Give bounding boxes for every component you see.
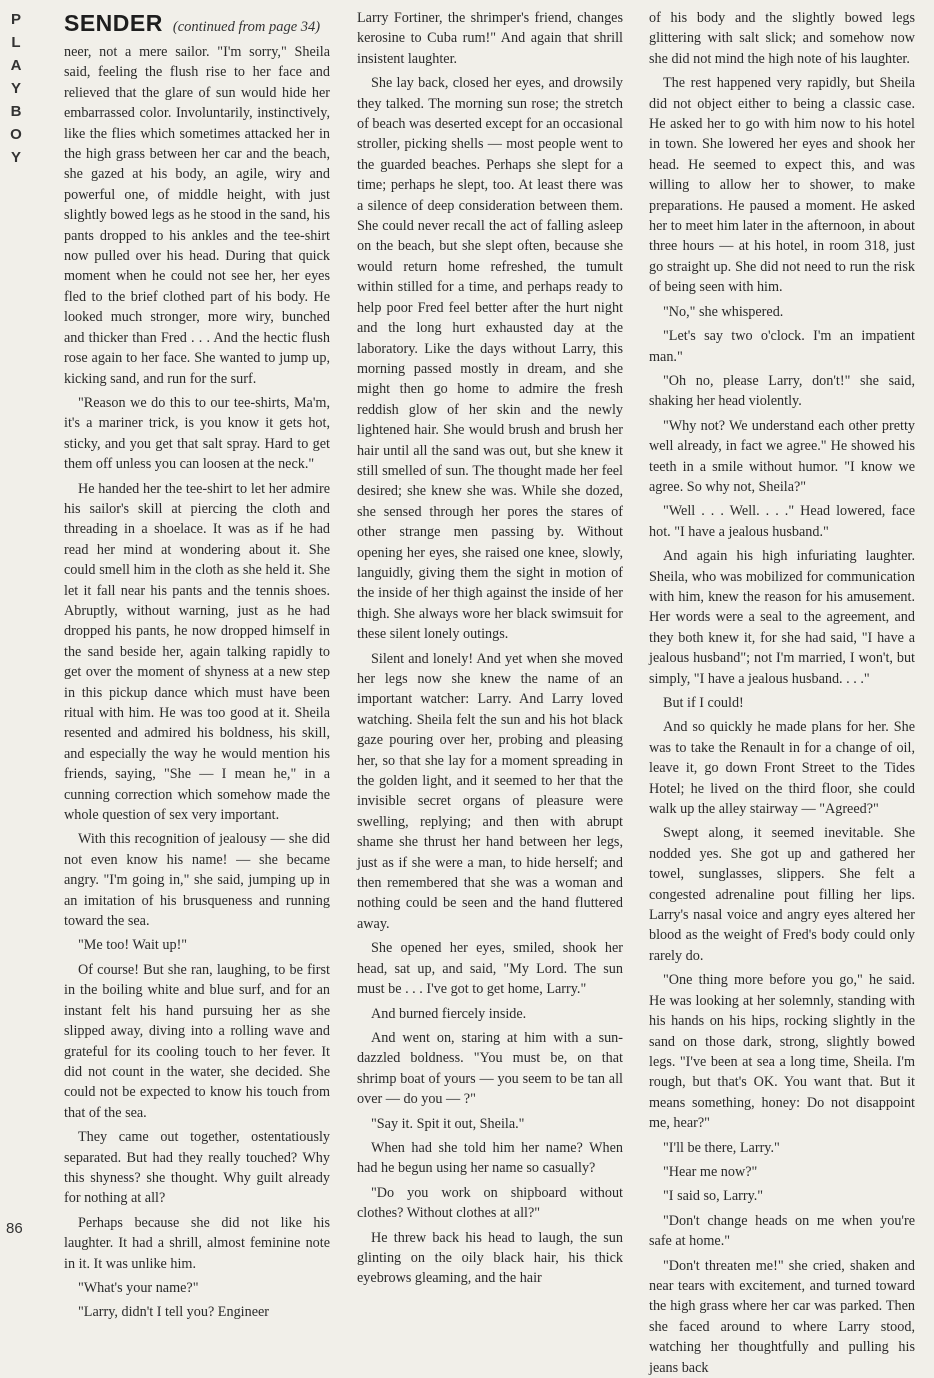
paragraph: "Well . . . Well. . . ." Head lowered, face hot. "I have a jealous husband." xyxy=(649,503,915,540)
article-header xyxy=(64,10,320,40)
paragraph: "I said so, Larry." xyxy=(663,1188,764,1205)
paragraph: He handed her the tee-shirt to let her admire his sailor's skill at piercing the cloth and threading in a shoelace. It was as if he had read her mind at wondering about it. She could smell him in the cloth as she held it. She let it fall near his pants and the tennis shoes. Abruptly, without warning, just as he had dropped his pants, he now dropped himself in the sand beside her, again talking rapidly to get over the moment of shyness at a new step in this pickup dance which must have been ritual with him. He was too good at it. Sheila resented and admired his boldness, his skill, and especially the way he would mention his friends, saying, "She — I mean he," in a cunning correction which somehow made the whole question of sex very important. xyxy=(64,480,330,824)
paragraph: She opened her eyes, smiled, shook her head, sat up, and said, "My Lord. The sun must be . . . I've got to get home, Larry." xyxy=(357,940,623,998)
paragraph: "Me too! Wait up!" xyxy=(78,937,188,954)
masthead-letter: Y xyxy=(10,80,21,97)
paragraph: And so quickly he made plans for her. She was to take the Renault in for a change of oil, leave it, go down Front Street to the Tides Hotel; he lived on the third floor, she could walk up the alley stairway — "Agreed?" xyxy=(649,719,915,818)
article-title: SENDER xyxy=(64,10,163,36)
paragraph: But if I could! xyxy=(663,695,744,711)
paragraph: "Say it. Spit it out, Sheila." xyxy=(371,1115,525,1132)
paragraph: "One thing more before you go," he said. He was looking at her solemnly, standing with his hands on his hips, rocking slightly in the sand on those dark, strong, slightly bowed legs. "I've been at sea a long time, Sheila. I'm rough, but that's OK. You want that. But it means something, honey: Do not disappoint me, hear?" xyxy=(649,972,915,1132)
paragraph: She lay back, closed her eyes, and drowsily they talked. The morning sun rose; the stretch of beach was deserted except for an occasional stroller, picking shells — most people went to the guarded beaches. Perhaps she slept for a time; perhaps he slept, too. At least there was a silence of deep consideration between them. She could never recall the act of falling asleep on the beach, but she slept often, because she would return home refreshed, the tumult within stilled for a time, and perhaps ready to help poor Fred feel better after the hurt night and the long hurt exhausted day at the laboratory. Like the days without Larry, this morning passed mostly in dream, and she might then go home to admire the fresh reddish glow of her skin and the newly lightened hair. She would brush and brush her hair until all the sand was out, but she knew it still smelled of sun. The thought made her feel desired; she knew she was. While she dozed, she sensed through her pores the stares of other strange men passing by. Without opening her eyes, she raised one knee, slowly, languidly, giving them the sight in motion of the inside of her thigh against the inside of her thigh. She always wore her black swimsuit for these silent lonely outings. xyxy=(357,75,623,643)
paragraph: "Reason we do this to our tee-shirts, Ma'm, it's a mariner trick, is you know it gets hot, sticky, and you get that salt spray. Hard to get them off unless you can loosen at the neck." xyxy=(64,394,330,473)
paragraph: neer, not a mere sailor. "I'm sorry," Sheila said, feeling the flush rise to her face and relieved that the glare of sun would hide her embarrassed color. Involuntarily, instinctively, like the flies which sometimes attacked her in the high grass between her car and the beach, she gazed at his body, an agile, wiry and powerful one, of middle height, with just slightly bowed legs as he stood in the sand, his pants dropped to his ankles and the tee-shirt now pulled over his head. During that quick moment when he could not see her, her eyes fled to the brief clothed part of his body. He looked much stronger, more wiry, bunched and thicker than Fred . . . And the hectic flush rose again to her face. She wanted to jump up, kicking sand, and run for the surf. xyxy=(64,44,330,387)
masthead-letter: O xyxy=(10,126,22,143)
paragraph: "Larry, didn't I tell you? Engineer xyxy=(78,1304,270,1321)
text-column-1 xyxy=(64,42,330,1321)
masthead-letter: Y xyxy=(10,149,21,166)
paragraph: "Hear me now?" xyxy=(663,1163,758,1180)
paragraph: "No," she whispered. xyxy=(663,303,784,320)
paragraph: Silent and lonely! And yet when she moved her legs now she knew the name of an important watcher: Larry. And Larry loved watching. Sheila felt the sun and his hot black gaze pouring over her, probing and pleasing her, so that she lay for a moment spreading in the golden light, and it seemed to her that the invisible secret organs of pleasure were swelling, replying; and then with abrupt shame she thrust her hand between her legs, just as if she were a man, to hide herself; and then remembered that she was a woman and nothing could be seen and the hand fluttered away. xyxy=(357,650,623,932)
masthead-letter: A xyxy=(10,57,22,74)
paragraph: "Don't change heads on me when you're safe at home." xyxy=(649,1212,915,1250)
paragraph: Larry Fortiner, the shrimper's friend, changes kerosine to Cuba rum!" And again that shrill insistent laughter. xyxy=(357,10,623,67)
paragraph: "Do you work on shipboard without clothes? Without clothes at all?" xyxy=(357,1184,623,1222)
paragraph: "What's your name?" xyxy=(78,1279,199,1296)
masthead-letter: L xyxy=(11,34,21,51)
paragraph: "I'll be there, Larry." xyxy=(663,1139,780,1156)
paragraph: And went on, staring at him with a sun-dazzled boldness. "You must be, on that shrimp boat of yours — you seem to be tan all over — do you — ?" xyxy=(357,1029,623,1108)
page-number: 86 xyxy=(6,1220,23,1237)
continued-note: (continued from page 34) xyxy=(172,19,321,35)
masthead-letter: P xyxy=(10,11,21,28)
paragraph: And burned fiercely inside. xyxy=(371,1005,527,1022)
paragraph: They came out together, ostentatiously separated. But had they really touched? Why this shyness? she thought. Why guilt already for nothing at all? xyxy=(64,1129,330,1207)
paragraph: Of course! But she ran, laughing, to be first in the boiling white and blue surf, and for an instant felt his hand pursuing her as she slipped away, diving into a rolling wave and grateful for its cooling touch to her fever. It did not count in the water, she decided. She could not be expected to know his touch from that of the sea. xyxy=(64,961,330,1121)
paragraph: Perhaps because she did not like his laughter. It had a shrill, almost feminine note in it. It was unlike him. xyxy=(64,1214,330,1272)
paragraph: "Why not? We understand each other pretty well already, in fact we agree." He showed his teeth in a smile without humor. "I know we agree. So why not, Sheila?" xyxy=(649,417,915,495)
paragraph: of his body and the slightly bowed legs glittering with salt slick; and somehow now she did not mind the high note of his laughter. xyxy=(649,10,915,67)
text-column-3 xyxy=(649,8,915,1376)
paragraph: When had she told him her name? When had he begun using her name so casually? xyxy=(357,1139,623,1177)
paragraph: "Don't threaten me!" she cried, shaken and near tears with excitement, and turned toward the high grass where her car was parked. Then she faced around to where Larry stood, watching her thoughtfully and pulling his jeans back xyxy=(649,1257,915,1376)
paragraph: He threw back his head to laugh, the sun glinting on the oily black hair, his thick eyebrows gleaming, and the hair xyxy=(357,1229,623,1287)
masthead-letter: B xyxy=(10,103,22,120)
paragraph: Swept along, it seemed inevitable. She nodded yes. She got up and gathered her towel, sunglasses, slippers. She felt a congested adrenaline pout filling her lips. Larry's nasal voice and angry eyes altered her blood as the weight of Fred's body could only rarely do. xyxy=(649,825,915,964)
text-column-2 xyxy=(357,8,623,1287)
masthead-vertical xyxy=(6,8,26,169)
paragraph: With this recognition of jealousy — she did not even know his name! — she became angry. "I'm going in," she said, jumping up in an imitation of his brusqueness and running toward the sea. xyxy=(64,831,330,930)
paragraph: And again his high infuriating laughter. Sheila, who was mobilized for communication with him, knew the reason for his amusement. Her words were a seal to the agreement, and they both knew it, for she had said, "I have a jealous husband"; not I'm married, I won't, but simply, "I have a jealous husband. . . ." xyxy=(649,548,915,687)
paragraph: "Let's say two o'clock. I'm an impatient man." xyxy=(649,328,915,365)
paragraph: "Oh no, please Larry, don't!" she said, shaking her head violently. xyxy=(649,372,915,410)
paragraph: The rest happened very rapidly, but Sheila did not object either to being a classic case. He asked her to go with him now to his hotel in town. She lowered her eyes and shook her head. He seemed to expect this, and was willing to allow her to shower, to make preparations. He paused a moment. He asked her to meet him later in the afternoon, in about three hours — at his hotel, in room 318, just go straight up. She did not need to run the risk of being seen with him. xyxy=(649,75,915,296)
